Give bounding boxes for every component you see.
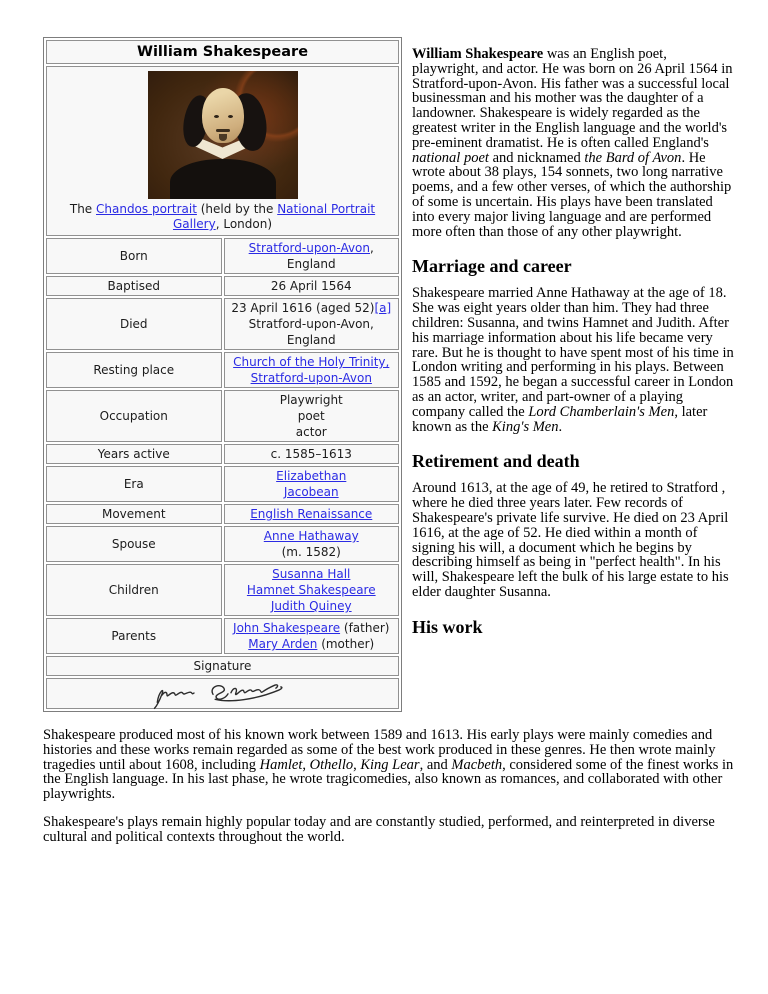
infobox-row-spouse xyxy=(46,526,399,562)
text-span: Shakespeare's plays remain highly popular today and are constantly studied, performed, and reinterpreted in diverse cultural and political contexts throughout the world. xyxy=(43,813,715,845)
row-value-baptised xyxy=(224,276,400,296)
infobox-row-died xyxy=(46,298,399,350)
infobox-row-era xyxy=(46,466,399,502)
italic-text: Lord Chamberlain's Men xyxy=(528,403,675,420)
text-span: (held by the xyxy=(196,202,278,216)
infobox-table xyxy=(43,37,402,712)
text-span: Shakespeare married Anne Hathaway at the age of 18. She was eight years older than him. They had three children: Susanna, and twins Hamnet and Judith. After his marriage information about his life became very rare. But he is thought to have spent most of his time in London writing and performing in his plays. Between 1585 and 1592, he began a successful career in London as an actor, writer, and part-owner of a playing company called the xyxy=(412,285,734,420)
row-value-era xyxy=(224,466,400,502)
row-label-era: Era xyxy=(46,466,222,502)
text-span: , England xyxy=(286,241,374,271)
text-span: 26 April 1564 xyxy=(270,279,352,293)
infobox-image-row xyxy=(46,66,399,236)
text-link[interactable]: Elizabethan xyxy=(276,469,347,483)
text-span: The xyxy=(69,202,96,216)
row-label-parents: Parents xyxy=(46,618,222,654)
italic-text: King's Men xyxy=(492,418,559,435)
heading-his-work: His work xyxy=(412,616,483,637)
text-span: (father) xyxy=(340,621,390,635)
his-work-paragraph-1 xyxy=(43,728,735,802)
row-label-died: Died xyxy=(46,298,222,350)
portrait-mustache-shape xyxy=(216,129,230,132)
text-span: , later known as the xyxy=(412,403,708,435)
portrait-eye-left-shape xyxy=(214,115,219,118)
portrait-body-shape xyxy=(170,159,276,199)
text-link[interactable]: Jacobean xyxy=(283,485,339,499)
text-link[interactable]: Hamnet Shakespeare xyxy=(246,583,376,597)
infobox-row-baptised xyxy=(46,276,399,296)
text-span: c. 1585–1613 xyxy=(270,447,352,461)
text-span: Around 1613, at the age of 49, he retired to Stratford , where he died three years later. Few records of Shakespeare's private life survive. He died on 23 April 1616, at the age of 52. He died within a month of signing his will, a document which he begins by describing himself as being in "perfect health". In his will, Shakespeare left the bulk of his large estate to his elder daughter Susanna. xyxy=(412,480,729,600)
row-label-years-active: Years active xyxy=(46,444,222,464)
text-link[interactable]: Susanna Hall xyxy=(272,567,351,581)
text-span: , xyxy=(353,756,361,773)
portrait-image xyxy=(148,71,298,199)
text-span: Shakespeare produced most of his known work between 1589 and 1613. His early plays were mainly comedies and histories and these works remain regarded as some of the best work produced in these genres. He then wrote mainly tragedies until about 1608, including xyxy=(43,727,716,773)
text-span: , considered some of the finest works in the English language. In his last phase, he wrote tragicomedies, also known as romances, and collaborated with other playwrights. xyxy=(43,756,734,803)
text-span: (m. 1582) xyxy=(281,545,341,559)
infobox-row-years-active xyxy=(46,444,399,464)
portrait-eye-right-shape xyxy=(228,115,233,118)
signature-header: Signature xyxy=(46,656,399,676)
text-span: actor xyxy=(295,425,327,439)
text-span: , xyxy=(302,756,310,773)
bold-text: William Shakespeare xyxy=(412,46,544,62)
portrait-beard-shape xyxy=(219,134,227,141)
row-label-movement: Movement xyxy=(46,504,222,524)
infobox-row-born xyxy=(46,238,399,274)
row-value-died xyxy=(224,298,400,350)
text-link[interactable]: National Portrait Gallery xyxy=(172,202,376,231)
text-link[interactable]: Chandos portrait xyxy=(96,202,197,216)
text-link[interactable]: English Renaissance xyxy=(250,507,373,521)
row-value-occupation xyxy=(224,390,400,442)
his-work-paragraph-2 xyxy=(43,815,735,845)
signature-image xyxy=(142,677,303,710)
heading-retirement-and-death: Retirement and death xyxy=(412,451,580,472)
italic-text: the Bard of Avon xyxy=(584,149,682,166)
row-value-spouse xyxy=(224,526,400,562)
italic-text: national poet xyxy=(412,149,489,166)
infobox-row-parents xyxy=(46,618,399,654)
text-link[interactable]: John Shakespeare xyxy=(233,621,341,635)
italic-text: Macbeth xyxy=(451,756,503,773)
row-value-movement xyxy=(224,504,400,524)
infobox-row-children xyxy=(46,564,399,616)
text-span: . He wrote about 38 plays, 154 sonnets, two long narrative poems, and a few other verses, of which the authorship of some is uncertain. His plays have been translated into every major living language and are performed more often than those of any other playwright. xyxy=(412,149,732,240)
row-value-born xyxy=(224,238,400,274)
infobox-row-occupation xyxy=(46,390,399,442)
text-span: was an English poet, playwright, and actor. He was born on 26 April 1564 in Stratford-upon-Avon. His father was a successful local businessman and his mother was the daughter of a landowner. Shakespeare is widely regarded as the greatest writer in the English language and the world's pre-eminent dramatist. He is often called England's xyxy=(412,46,733,151)
row-value-parents xyxy=(224,618,400,654)
text-span: poet xyxy=(297,409,325,423)
heading-marriage-and-career: Marriage and career xyxy=(412,256,572,277)
row-value-years-active xyxy=(224,444,400,464)
row-value-resting-place xyxy=(224,352,400,388)
infobox-title-row xyxy=(46,40,399,64)
infobox-title: William Shakespeare xyxy=(46,40,399,64)
text-link[interactable]: Church of the Holy Trinity, Stratford-upon-Avon xyxy=(233,355,390,385)
italic-text: Othello xyxy=(309,756,354,773)
text-link[interactable]: Anne Hathaway xyxy=(263,529,359,543)
italic-text: King Lear xyxy=(360,756,420,773)
text-span: . xyxy=(558,418,563,435)
text-link[interactable]: [a] xyxy=(374,301,392,315)
portrait-caption xyxy=(50,202,395,232)
text-link[interactable]: Judith Quiney xyxy=(270,599,352,613)
row-label-children: Children xyxy=(46,564,222,616)
infobox-signature-row xyxy=(46,678,399,709)
text-span: and nicknamed xyxy=(488,149,585,166)
row-label-spouse: Spouse xyxy=(46,526,222,562)
italic-text: Hamlet xyxy=(259,756,303,773)
infobox-signature-header-row xyxy=(46,656,399,676)
row-label-baptised: Baptised xyxy=(46,276,222,296)
row-label-born: Born xyxy=(46,238,222,274)
infobox-row-resting-place xyxy=(46,352,399,388)
text-span: , London) xyxy=(215,217,273,231)
row-label-occupation: Occupation xyxy=(46,390,222,442)
infobox-row-movement xyxy=(46,504,399,524)
text-link[interactable]: Mary Arden xyxy=(248,637,318,651)
text-span: Playwright xyxy=(279,393,343,407)
text-span: (mother) xyxy=(317,637,375,651)
text-span: , and xyxy=(419,756,452,773)
text-span: Stratford-upon-Avon, England xyxy=(248,317,374,347)
text-span: 23 April 1616 (aged 52) xyxy=(231,301,375,315)
row-label-resting-place: Resting place xyxy=(46,352,222,388)
row-value-children xyxy=(224,564,400,616)
text-link[interactable]: Stratford-upon-Avon xyxy=(248,241,370,255)
